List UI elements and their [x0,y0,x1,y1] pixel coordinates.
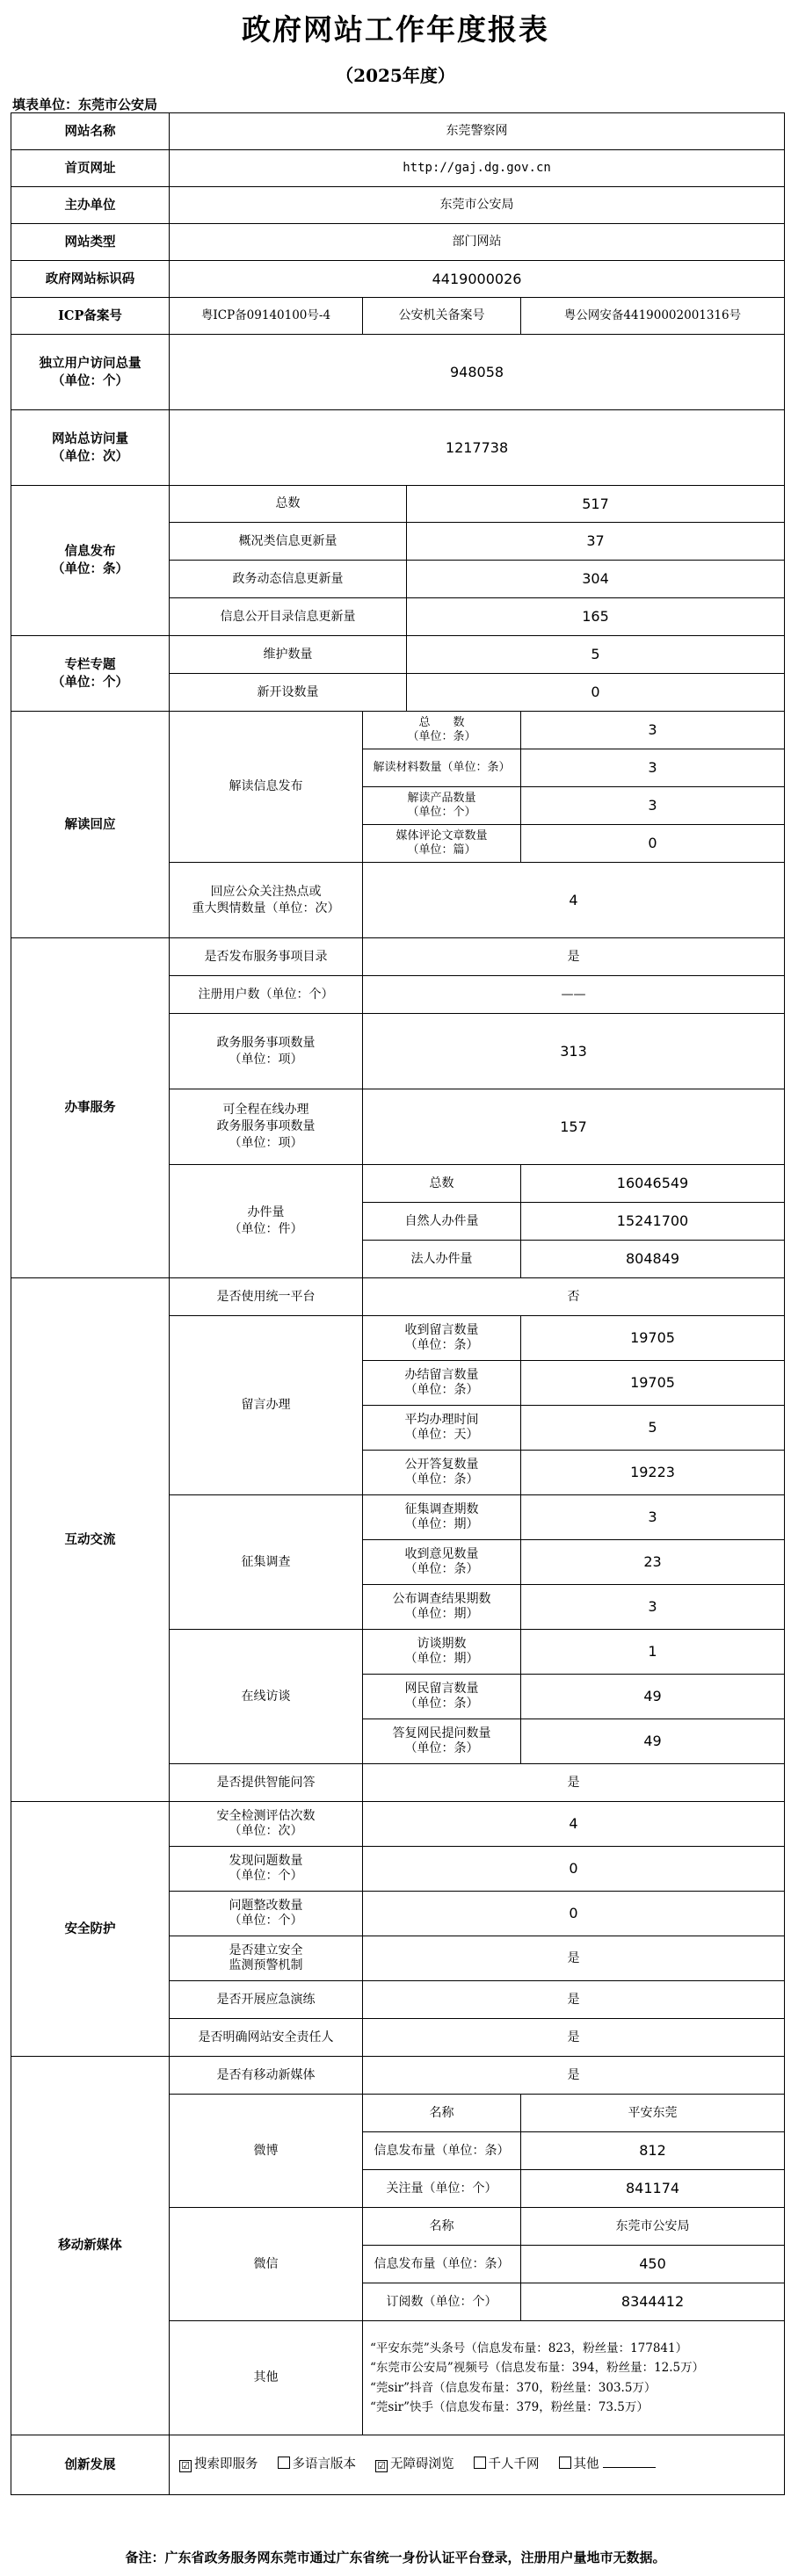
option-label: 千人千网 [488,2457,540,2471]
weibo-followers: 841174 [521,2170,785,2208]
survey-results: 3 [521,1585,785,1630]
msg-done-label: 办结留言数量 （单位：条） [363,1361,521,1406]
service-catalog-label: 是否发布服务事项目录 [170,938,363,976]
table-row [11,938,785,976]
interview-answers-label: 答复网民提问数量 （单位：条） [363,1719,521,1764]
service-volume-label: 办件量 （单位：件） [170,1165,363,1278]
publish-news: 304 [407,561,785,598]
platform-value: 否 [363,1278,785,1316]
topic-new-label: 新开设数量 [170,674,407,712]
survey-periods: 3 [521,1495,785,1540]
option-label: 多语言版本 [292,2457,356,2471]
other-blank-line [603,2467,656,2468]
publish-label: 信息发布 （单位：条） [11,486,170,636]
interpret-hot-label: 回应公众关注热点或 重大舆情数量（单位：次） [170,863,363,938]
option-personalized[interactable] [474,2457,540,2474]
msg-received-label: 收到留言数量 （单位：条） [363,1316,521,1361]
service-label: 办事服务 [11,938,170,1278]
site-type: 部门网站 [170,224,785,261]
msg-avgtime-label: 平均办理时间 （单位：天） [363,1406,521,1451]
home-url-label: 首页网址 [11,150,170,187]
interpret-material: 3 [521,749,785,787]
service-users: —— [363,976,785,1014]
icp-label: ICP备案号 [11,298,170,335]
psb-label: 公安机关备案号 [363,298,521,335]
volume-total-label: 总数 [363,1165,521,1203]
interpret-material-label: 解读材料数量（单位：条） [363,749,521,787]
volume-person: 15241700 [521,1203,785,1241]
publish-overview: 37 [407,523,785,561]
interact-label: 互动交流 [11,1278,170,1802]
survey-opinions: 23 [521,1540,785,1585]
topic-label: 专栏专题 （单位：个） [11,636,170,712]
publish-total: 517 [407,486,785,523]
interview-periods-label: 访谈期数 （单位：期） [363,1630,521,1675]
sec-eval: 4 [363,1802,785,1847]
volume-legal-label: 法人办件量 [363,1241,521,1278]
service-users-label: 注册用户数（单位：个） [170,976,363,1014]
service-online: 157 [363,1089,785,1165]
sec-issues-label: 发现问题数量 （单位：个） [170,1847,363,1892]
wechat-label: 微信 [170,2208,363,2321]
option-label: 无障碍浏览 [390,2457,454,2471]
checkbox-icon[interactable] [559,2457,571,2469]
service-catalog: 是 [363,938,785,976]
other-media-list [363,2321,785,2435]
wechat-posts: 450 [521,2246,785,2283]
sec-warning-label: 是否建立安全 监测预警机制 [170,1936,363,1981]
publish-catalog: 165 [407,598,785,636]
table-row [11,410,785,486]
interpret-product-label: 解读产品数量 （单位：个） [363,787,521,825]
topic-maintain: 5 [407,636,785,674]
interview-msgs-label: 网民留言数量 （单位：条） [363,1675,521,1719]
filler-unit: 填表单位：东莞市公安局 [12,97,158,112]
wechat-name: 东莞市公安局 [521,2208,785,2246]
table-row [11,224,785,261]
option-multilang[interactable] [278,2457,357,2474]
survey-label: 征集调查 [170,1495,363,1630]
pv-value: 1217738 [170,410,785,486]
table-row [11,150,785,187]
interpret-hot: 4 [363,863,785,938]
topic-new: 0 [407,674,785,712]
other-media-label: 其他 [170,2321,363,2435]
interpret-media: 0 [521,825,785,863]
site-name-label: 网站名称 [11,113,170,150]
other-media-item: “莞sir”快手（信息发布量：379，粉丝量：73.5万） [370,2399,649,2414]
interview-label: 在线访谈 [170,1630,363,1764]
interview-answers: 49 [521,1719,785,1764]
platform-label: 是否使用统一平台 [170,1278,363,1316]
uv-label: 独立用户访问总量 （单位：个） [11,335,170,410]
survey-opinions-label: 收到意见数量 （单位：条） [363,1540,521,1585]
msg-done: 19705 [521,1361,785,1406]
wechat-subs-label: 订阅数（单位：个） [363,2283,521,2321]
table-row [11,1802,785,1847]
service-items: 313 [363,1014,785,1089]
table-row [11,2435,785,2495]
checkbox-icon[interactable] [278,2457,290,2469]
table-row [11,1278,785,1316]
qa-label: 是否提供智能问答 [170,1764,363,1802]
interpret-media-label: 媒体评论文章数量 （单位：篇） [363,825,521,863]
table-row [11,298,785,335]
icp-value: 粤ICP备09140100号-4 [170,298,363,335]
innovation-label: 创新发展 [11,2435,170,2495]
weibo-name-label: 名称 [363,2095,521,2132]
msg-avgtime: 5 [521,1406,785,1451]
option-search-service[interactable] [179,2457,258,2474]
msg-public: 19223 [521,1451,785,1495]
topic-maintain-label: 维护数量 [170,636,407,674]
table-row [11,113,785,150]
table-row [11,636,785,674]
weibo-name: 平安东莞 [521,2095,785,2132]
psb-value: 粤公网安备44190002001316号 [521,298,785,335]
report-year: （2025年度） [336,65,455,86]
interpret-product: 3 [521,787,785,825]
publish-news-label: 政务动态信息更新量 [170,561,407,598]
interpret-total: 3 [521,712,785,749]
wechat-posts-label: 信息发布量（单位：条） [363,2246,521,2283]
volume-person-label: 自然人办件量 [363,1203,521,1241]
sec-eval-label: 安全检测评估次数 （单位：次） [170,1802,363,1847]
service-online-label: 可全程在线办理 政务服务事项数量 （单位：项） [170,1089,363,1165]
volume-total: 16046549 [521,1165,785,1203]
sec-fixed-label: 问题整改数量 （单位：个） [170,1892,363,1936]
interview-msgs: 49 [521,1675,785,1719]
sec-drill: 是 [363,1981,785,2019]
wechat-subs: 8344412 [521,2283,785,2321]
innovation-options [170,2435,785,2495]
checkbox-icon[interactable]: ☑ [179,2460,192,2472]
page-title: 政府网站工作年度报表 [242,12,549,47]
checkbox-icon[interactable]: ☑ [375,2460,388,2472]
option-label: 搜索即服务 [194,2457,258,2471]
publish-total-label: 总数 [170,486,407,523]
table-row [11,261,785,298]
home-url: http://gaj.dg.gov.cn [170,150,785,187]
uv-value: 948058 [170,335,785,410]
site-name: 东莞警察网 [170,113,785,150]
other-media-item: “东莞市公安局”视频号（信息发布量：394，粉丝量：12.5万） [370,2361,705,2376]
table-row [11,486,785,523]
media-has: 是 [363,2057,785,2095]
weibo-followers-label: 关注量（单位：个） [363,2170,521,2208]
host-value: 东莞市公安局 [170,187,785,224]
survey-results-label: 公布调查结果期数 （单位：期） [363,1585,521,1630]
other-media-item: “莞sir”抖音（信息发布量：370，粉丝量：303.5万） [370,2380,657,2395]
site-code-label: 政府网站标识码 [11,261,170,298]
interpret-label: 解读回应 [11,712,170,938]
sec-drill-label: 是否开展应急演练 [170,1981,363,2019]
site-type-label: 网站类型 [11,224,170,261]
media-has-label: 是否有移动新媒体 [170,2057,363,2095]
service-items-label: 政务服务事项数量 （单位：项） [170,1014,363,1089]
site-code: 4419000026 [170,261,785,298]
sec-owner: 是 [363,2019,785,2057]
sec-issues: 0 [363,1847,785,1892]
checkbox-icon[interactable] [474,2457,486,2469]
host-label: 主办单位 [11,187,170,224]
table-row [11,335,785,410]
qa-value: 是 [363,1764,785,1802]
option-accessible[interactable] [375,2457,454,2474]
table-row [11,2057,785,2095]
sec-fixed: 0 [363,1892,785,1936]
pv-label: 网站总访问量 （单位：次） [11,410,170,486]
publish-catalog-label: 信息公开目录信息更新量 [170,598,407,636]
msg-label: 留言办理 [170,1316,363,1495]
interpret-total-label: 总 数 （单位：条） [363,712,521,749]
media-label: 移动新媒体 [11,2057,170,2435]
msg-received: 19705 [521,1316,785,1361]
other-media-item: “平安东莞”头条号（信息发布量：823，粉丝量：177841） [370,2341,688,2355]
report-table [11,112,785,2495]
weibo-posts: 812 [521,2132,785,2170]
option-label: 其他 [573,2457,599,2471]
security-label: 安全防护 [11,1802,170,2057]
weibo-posts-label: 信息发布量（单位：条） [363,2132,521,2170]
interpret-sub-label: 解读信息发布 [170,712,363,863]
survey-periods-label: 征集调查期数 （单位：期） [363,1495,521,1540]
publish-overview-label: 概况类信息更新量 [170,523,407,561]
footnote: 备注：广东省政务服务网东莞市通过广东省统一身份认证平台登录，注册用户量地市无数据。 [125,2550,666,2565]
table-row [11,712,785,749]
volume-legal: 804849 [521,1241,785,1278]
wechat-name-label: 名称 [363,2208,521,2246]
weibo-label: 微博 [170,2095,363,2208]
sec-owner-label: 是否明确网站安全责任人 [170,2019,363,2057]
option-other[interactable] [559,2457,656,2474]
interview-periods: 1 [521,1630,785,1675]
table-row [11,187,785,224]
sec-warning: 是 [363,1936,785,1981]
msg-public-label: 公开答复数量 （单位：条） [363,1451,521,1495]
